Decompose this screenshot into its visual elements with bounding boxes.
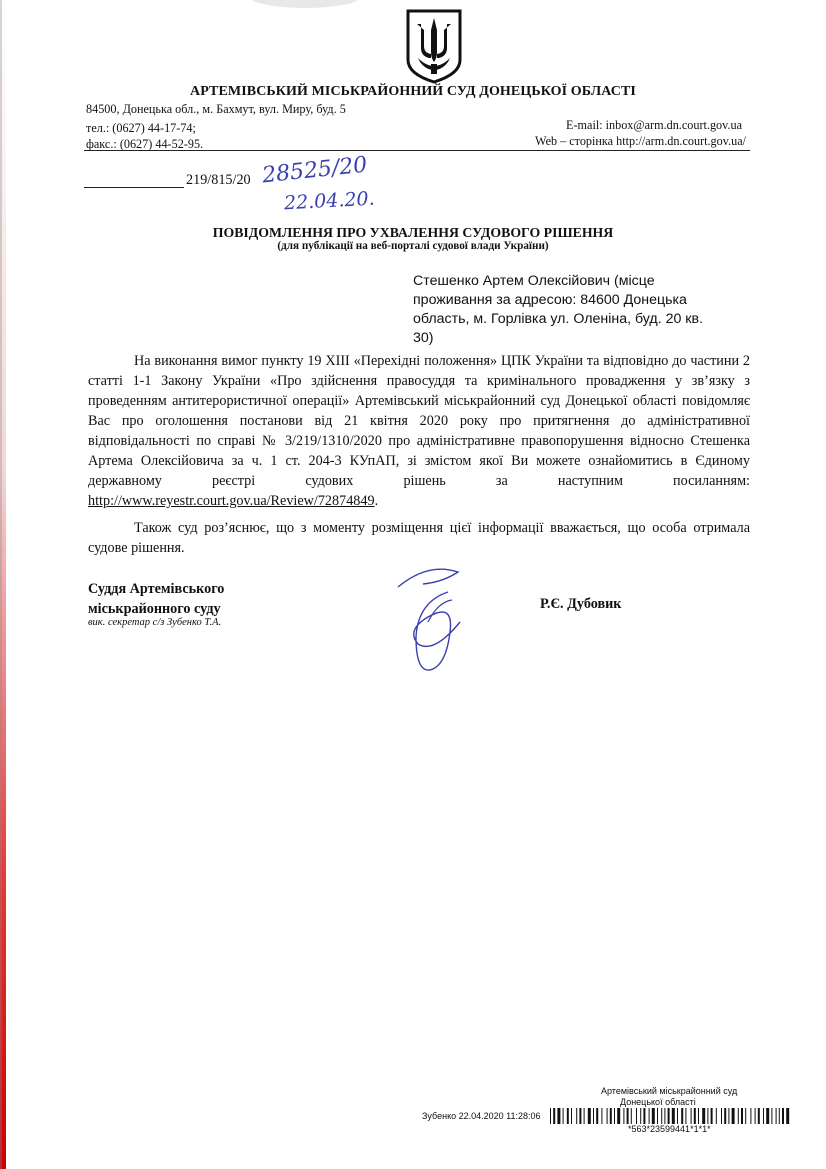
handwritten-date: 22.04.20. (283, 187, 376, 215)
body-paragraph-2: Також суд роз’яснює, що з моменту розміщення цієї інформації вважається, що особа отримала судове рішення. (88, 520, 750, 556)
page-edge-shadow (0, 0, 2, 1169)
handwritten-signature-icon (388, 562, 478, 682)
body-paragraph-1-text: На виконання вимог пункту 19 ХІІІ «Перехідні положення» ЦПК України та відповідно до частини 2 статті 1-1 Закону України «Про здійснення правосуддя та кримінального провадження у зв’язку з проведенням антитерористичної операції» Артемівський міськрайонний суд Донецької області повідомляє Вас про оголошення постанови від 21 квітня 2020 року про притягнення до адміністративної відповідальності по справі № 3/219/1310/2020 про адміністративне правопорушення відносно Стешенка Артема Олексійовича за ч. 1 ст. 204-3 КУпАП, зі змістом якої Ви можете ознайомитись в Єдиному державному реєстрі судових рішень за наступним посиланням: (88, 353, 750, 489)
paragraph-1-period: . (374, 493, 379, 509)
court-phone: тел.: (0627) 44-17-74; (86, 121, 196, 135)
secretary-note: вик. секретар с/з Зубенко Т.А. (88, 617, 222, 628)
stamp-court-line-1: Артемівський міськрайонний суд (601, 1086, 738, 1096)
court-address: 84500, Донецька обл., м. Бахмут, вул. Миру, буд. 5 (86, 102, 346, 116)
registration-underline (84, 187, 184, 188)
document-title: ПОВІДОМЛЕННЯ ПРО УХВАЛЕННЯ СУДОВОГО РІШЕННЯ (212, 225, 614, 240)
addressee-block: Стешенко Артем Олексійович (місце проживання за адресою: 84600 Донецька область, м. Горлівка ул. Оленіна, буд. 20 кв. 30) (413, 273, 703, 346)
document-subtitle: (для публікації на веб-порталі судової влади України) (277, 240, 549, 252)
header-divider (84, 150, 750, 151)
court-email: E-mail: inbox@arm.dn.court.gov.ua (566, 118, 742, 132)
judge-title (88, 579, 224, 619)
court-name: АРТЕМІВСЬКИЙ МІСЬКРАЙОННИЙ СУД ДОНЕЦЬКОЇ ОБЛАСТІ (190, 84, 636, 99)
body-paragraph-1 (88, 351, 750, 511)
court-website: Web – сторінка http://arm.dn.court.gov.ua/ (535, 134, 746, 148)
barcode-icon (550, 1108, 791, 1124)
judge-title-line-2: міськрайонного суду (88, 601, 221, 617)
coat-of-arms-icon (404, 8, 464, 84)
court-fax: факс.: (0627) 44-52-95. (86, 137, 204, 151)
stamp-registrar: Зубенко 22.04.2020 11:28:06 (422, 1111, 541, 1121)
stamp-court-line-2: Донецької області (620, 1097, 696, 1107)
stamp-barcode-text: *563*23599441*1*1* (628, 1124, 711, 1134)
handwritten-number: 28525/20 (260, 152, 369, 189)
judge-name: Р.Є. Дубовик (540, 596, 622, 612)
scan-artifact (250, 0, 360, 8)
registration-number: 219/815/20 (186, 172, 251, 188)
registry-link[interactable]: http://www.reyestr.court.gov.ua/Review/72874849 (88, 493, 375, 509)
judge-title-line-1: Суддя Артемівського (88, 581, 225, 597)
